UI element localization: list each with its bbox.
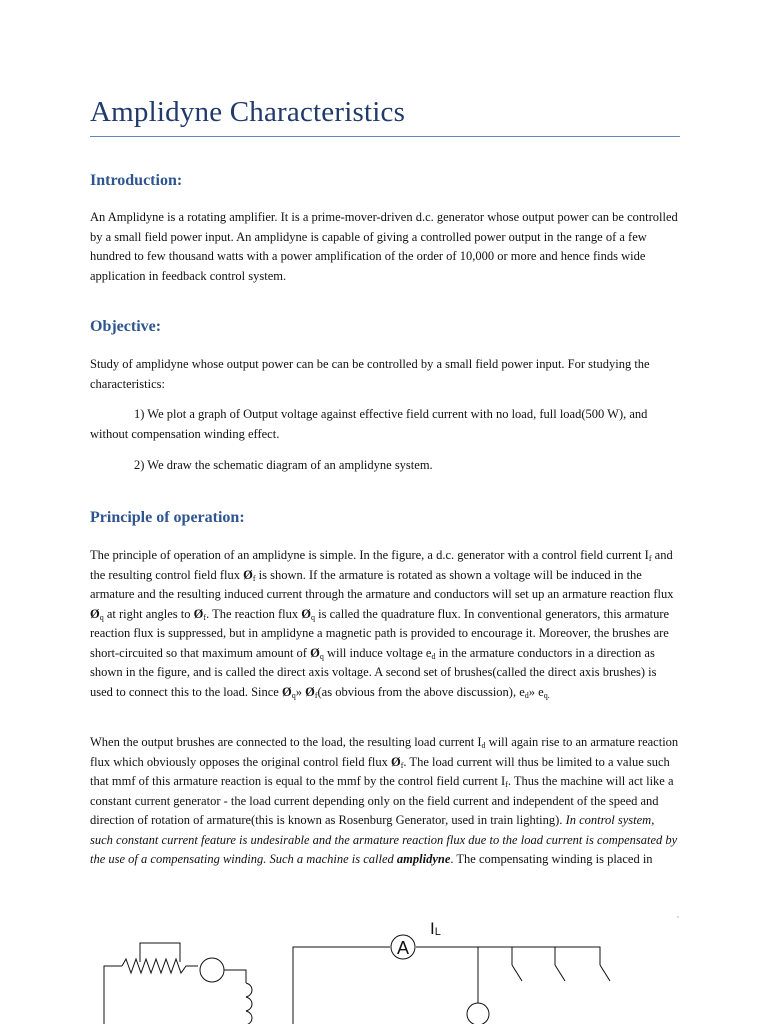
- objective-item-1: 1) We plot a graph of Output voltage against effective field current with no load, full load(500 W), and without compensation winding effect.: [90, 407, 648, 441]
- load-bus-wire: [416, 947, 600, 955]
- principle-heading: Principle of operation:: [90, 509, 245, 526]
- amplidyne-circuit-diagram: [0, 905, 768, 1024]
- field-coil-icon: [246, 983, 252, 1024]
- ammeter-label: A: [396, 938, 410, 958]
- objective-paragraph: Study of amplidyne whose output power can be can be controlled by a small field power input. For studying the characteristics:: [90, 357, 650, 391]
- principle-paragraph-2: When the output brushes are connected to the load, the resulting load current $I_d$ will again rise to an armature reaction flux which obviously opposes the original control field flux $Ø_f$. The load current will thus be limited to a value such that mmf of this armature reaction is equal to the mmf by the control field current $I_f$. Thus the machine will act like a constant current generator - the load current depending only on the field current and independent of the speed and direction of rotation of armature(this is known as Rosenburg Generator, used in train lighting). In control system, such constant current feature is undesirable and the armature reaction flux due to the load current is compensated by the use of a compensating winding. Such a machine is called amplidyne. The compensating winding is placed in: [90, 735, 679, 866]
- phi-symbol: Ø: [310, 645, 320, 660]
- rheostat-resistor: [122, 959, 198, 973]
- load-current-label: IL: [430, 919, 441, 938]
- phi-symbol: Ø: [391, 754, 401, 769]
- field-wire: [224, 970, 246, 983]
- generator-circle: [467, 1003, 489, 1024]
- objective-item-2: 2) We draw the schematic diagram of an amplidyne system.: [134, 458, 433, 472]
- phi-symbol: Ø: [243, 567, 253, 582]
- load-switch-2: [555, 965, 565, 981]
- load-circuit-wire: [293, 947, 390, 1024]
- control-circuit-wire: [104, 966, 122, 1024]
- introduction-paragraph: An Amplidyne is a rotating amplifier. It is a prime-mover-driven d.c. generator whose output power can be controlled by a small field power input. An amplidyne is capable of giving a controlled power output in the range of a few hundred to few thousand watts with a power amplification of the order of 10,000 or more and hence finds wide application in feedback control system.: [90, 210, 678, 283]
- introduction-heading: Introduction:: [90, 172, 183, 189]
- phi-symbol: Ø: [281, 684, 292, 699]
- load-switch-3: [600, 965, 610, 981]
- page-title: Amplidyne Characteristics: [90, 96, 406, 128]
- phi-symbol: Ø: [305, 684, 315, 699]
- phi-symbol: Ø: [193, 606, 204, 621]
- load-switch-1: [512, 965, 522, 981]
- title-underline: [90, 136, 680, 137]
- phi-symbol: Ø: [90, 606, 100, 621]
- dc-source-circle: [200, 958, 224, 982]
- phi-symbol: Ø: [301, 606, 312, 621]
- objective-heading: Objective:: [90, 318, 162, 335]
- principle-paragraph-1: The principle of operation of an amplidyne is simple. In the figure, a d.c. generator with a control field current $I_f$ and the resulting control field flux $Ø_f$ is shown. If the armature is rotated as shown a voltage will be induced in the armature and the resulting induced current through the armature and conductors will set up an armature reaction flux $Ø_q$ at right angles to $Ø_f$. The reaction flux $Ø_q$ is called the quadrature flux. In conventional generators, this armature reaction flux is suppressed, but in amplidyne a magnetic path is provided to encourage it. Moreover, the brushes are short-circuited so that maximum amount of $Ø_q$ will induce voltage $e_d$ in the armature conductors in a direction as shown in the figure, and is called the direct axis voltage. A second set of brushes(called the direct axis brushes) is used to connect this to the load. Since $Ø_q$» $Ø_f(as$ obvious from the above discussion), $e_d$» $e_{q.}$: [90, 548, 674, 700]
